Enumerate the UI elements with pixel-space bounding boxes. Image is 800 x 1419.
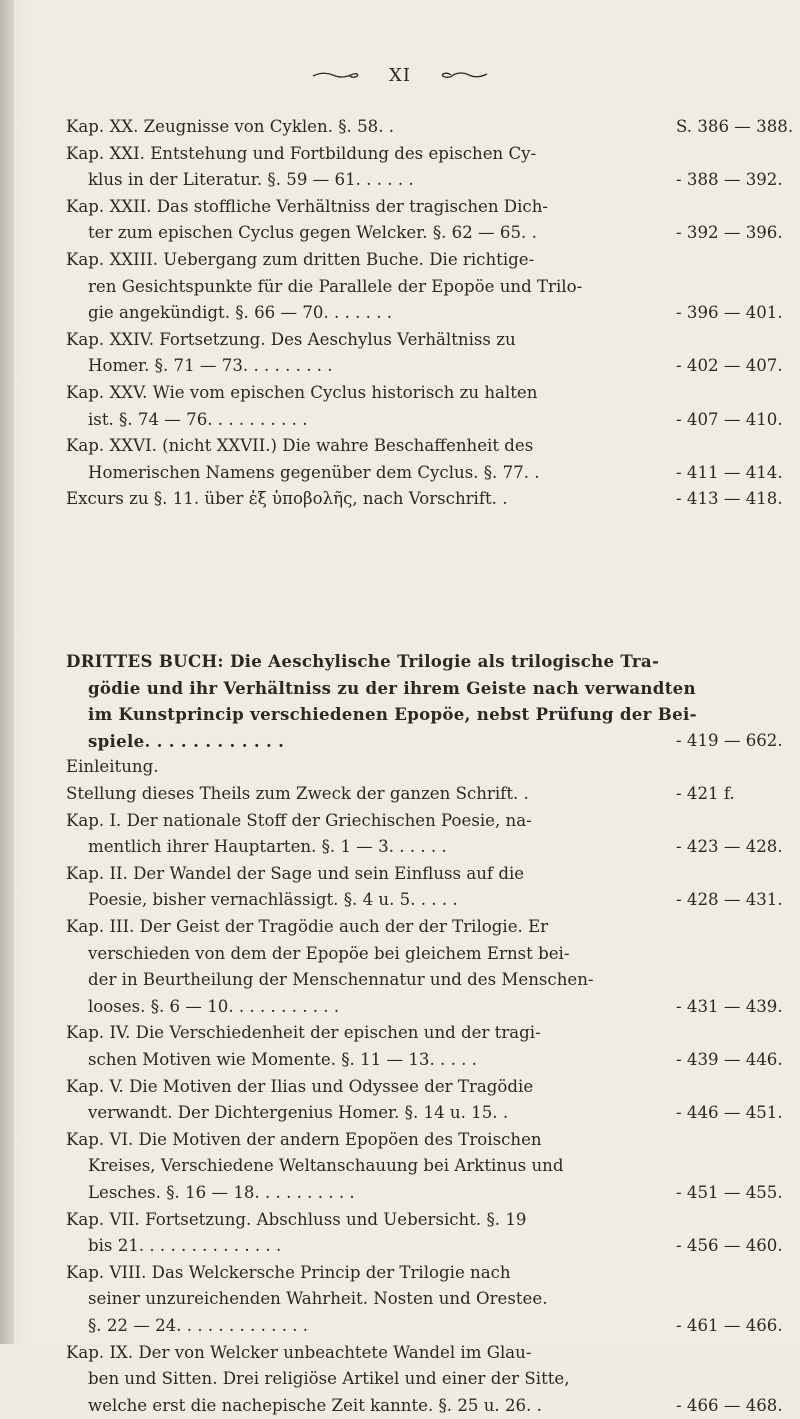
entry-line: Kap. VIII. Das Welckersche Princip der Trilogie nach	[66, 1262, 511, 1282]
book-heading	[66, 648, 697, 754]
toc-entry	[66, 914, 676, 1020]
page-reference: - 402 — 407.	[676, 356, 783, 376]
page-reference: - 423 — 428.	[676, 837, 783, 857]
page-reference: - 461 — 466.	[676, 1316, 783, 1335]
entry-line: Lesches. §. 16 — 18. . . . . . . . . .	[88, 1182, 355, 1202]
entry-line: gödie und ihr Verhältniss zu der ihrem Geiste nach verwandten	[88, 677, 696, 698]
toc-entry	[66, 781, 676, 808]
page-reference: - 439 — 446.	[676, 1050, 783, 1069]
page-reference: - 421 f.	[676, 784, 735, 803]
toc-entry	[66, 1127, 676, 1207]
entry-line: verschieden von dem der Epopöe bei gleichem Ernst bei-	[88, 943, 570, 963]
entry-line: der in Beurtheilung der Menschennatur und des Menschen-	[88, 970, 594, 990]
toc-entry	[66, 380, 676, 433]
entry-line: schen Motiven wie Momente. §. 11 — 13. . . . .	[88, 1049, 477, 1069]
toc-entry	[66, 1340, 676, 1419]
page-reference: - 396 — 401.	[676, 303, 783, 323]
toc-entry	[66, 1207, 676, 1260]
page-spine-shadow	[0, 0, 14, 1344]
toc-entry	[66, 433, 676, 486]
page-reference: S. 386 — 388.	[676, 117, 794, 136]
entry-line: spiele. . . . . . . . . . . .	[88, 730, 285, 751]
page-header	[0, 64, 800, 94]
left-ornament-icon	[311, 70, 361, 80]
entry-line: Kap. IX. Der von Welcker unbeachtete Wandel im Glau-	[66, 1342, 532, 1362]
entry-line: Kap. VI. Die Motiven der andern Epopöen des Troischen	[66, 1129, 542, 1149]
entry-line: Kap. XXII. Das stoffliche Verhältniss der tragischen Dich-	[66, 196, 549, 216]
toc-entry	[66, 1074, 676, 1127]
entry-line: Kap. XXI. Entstehung und Fortbildung des epischen Cy-	[66, 143, 537, 163]
entry-line: Einleitung.	[66, 757, 159, 777]
page-reference: - 466 — 468.	[676, 1395, 783, 1415]
entry-line: Kap. V. Die Motiven der Ilias und Odyssee der Tragödie	[66, 1076, 534, 1096]
entry-line: gie angekündigt. §. 66 — 70. . . . . . .	[88, 303, 393, 323]
toc-entry	[66, 247, 676, 327]
entry-line: Stellung dieses Theils zum Zweck der ganzen Schrift. .	[66, 784, 529, 803]
toc-entry	[66, 1020, 676, 1073]
page-reference: - 419 — 662.	[676, 730, 783, 750]
toc-entry	[66, 754, 676, 781]
entry-line: Kap. XX. Zeugnisse von Cyklen. §. 58. .	[66, 117, 395, 136]
entry-line: Kap. II. Der Wandel der Sage und sein Einfluss auf die	[66, 863, 525, 883]
entry-line: Homer. §. 71 — 73. . . . . . . . .	[88, 356, 333, 376]
entry-line: ben und Sitten. Drei religiöse Artikel und einer der Sitte,	[88, 1369, 570, 1389]
entry-line: Kap. XXIII. Uebergang zum dritten Buche. Die richtige-	[66, 250, 535, 269]
page-reference: - 392 — 396.	[676, 223, 783, 243]
entry-line: Poesie, bisher vernachlässigt. §. 4 u. 5. . . . .	[88, 890, 458, 910]
entry-line: Kap. XXIV. Fortsetzung. Des Aeschylus Verhältniss zu	[66, 329, 516, 349]
entry-line: Kap. VII. Fortsetzung. Abschluss und Uebersicht. §. 19	[66, 1209, 527, 1229]
page-reference: - 407 — 410.	[676, 409, 783, 429]
entry-line: welche erst die nachepische Zeit kannte. §. 25 u. 26. .	[88, 1395, 542, 1415]
entry-line: Kap. I. Der nationale Stoff der Griechischen Poesie, na-	[66, 810, 532, 830]
toc-entry	[66, 1260, 676, 1340]
page-reference: - 451 — 455.	[676, 1183, 783, 1202]
page-reference: - 388 — 392.	[676, 170, 783, 190]
toc-entry	[66, 194, 676, 247]
page-reference: - 431 — 439.	[676, 996, 783, 1016]
toc-entry	[66, 486, 676, 513]
entry-line: §. 22 — 24. . . . . . . . . . . . .	[88, 1315, 309, 1335]
entry-line: klus in der Literatur. §. 59 — 61. . . . . .	[88, 170, 414, 190]
toc-entry	[66, 327, 676, 380]
entry-line: bis 21. . . . . . . . . . . . . .	[88, 1236, 282, 1256]
entry-line: ist. §. 74 — 76. . . . . . . . . .	[88, 409, 308, 429]
entry-line: seiner unzureichenden Wahrheit. Nosten und Orestee.	[88, 1289, 548, 1309]
page-numeral: XI	[389, 64, 411, 86]
entry-line: Kap. XXVI. (nicht XXVII.) Die wahre Beschaffenheit des	[66, 436, 534, 456]
entry-line: DRITTES BUCH: Die Aeschylische Trilogie als trilogische Tra-	[66, 651, 660, 671]
entry-line: Kap. III. Der Geist der Tragödie auch der der Trilogie. Er	[66, 917, 549, 936]
right-ornament-icon	[439, 70, 489, 80]
entry-line: Kap. XXV. Wie vom epischen Cyclus historisch zu halten	[66, 383, 538, 402]
toc-entry	[66, 141, 676, 194]
entry-line: Kap. IV. Die Verschiedenheit der epischen und der tragi-	[66, 1023, 541, 1043]
toc-entry	[66, 861, 676, 914]
entry-line: im Kunstprincip verschiedenen Epopöe, nebst Prüfung der Bei-	[88, 704, 697, 725]
toc-entry	[66, 114, 676, 141]
entry-line: Homerischen Namens gegenüber dem Cyclus. §. 77. .	[88, 462, 540, 482]
entry-line: verwandt. Der Dichtergenius Homer. §. 14 u. 15. .	[88, 1103, 509, 1123]
entry-line: Excurs zu §. 11. über ἐξ ὑποβολῆς, nach Vorschrift. .	[66, 489, 508, 509]
page-reference: - 428 — 431.	[676, 890, 783, 910]
toc-entry	[66, 808, 676, 861]
entry-line: Kreises, Verschiedene Weltanschauung bei Arktinus und	[88, 1156, 564, 1176]
entry-line: ren Gesichtspunkte für die Parallele der Epopöe und Trilo-	[88, 276, 583, 296]
entry-line: looses. §. 6 — 10. . . . . . . . . . .	[88, 996, 340, 1016]
page-reference: - 413 — 418.	[676, 489, 783, 509]
entry-line: mentlich ihrer Hauptarten. §. 1 — 3. . . . . .	[88, 837, 447, 857]
entry-line: ter zum epischen Cyclus gegen Welcker. §. 62 — 65. .	[88, 223, 537, 243]
page-reference: - 446 — 451.	[676, 1103, 783, 1123]
page-reference: - 456 — 460.	[676, 1236, 783, 1256]
page-reference: - 411 — 414.	[676, 462, 783, 482]
